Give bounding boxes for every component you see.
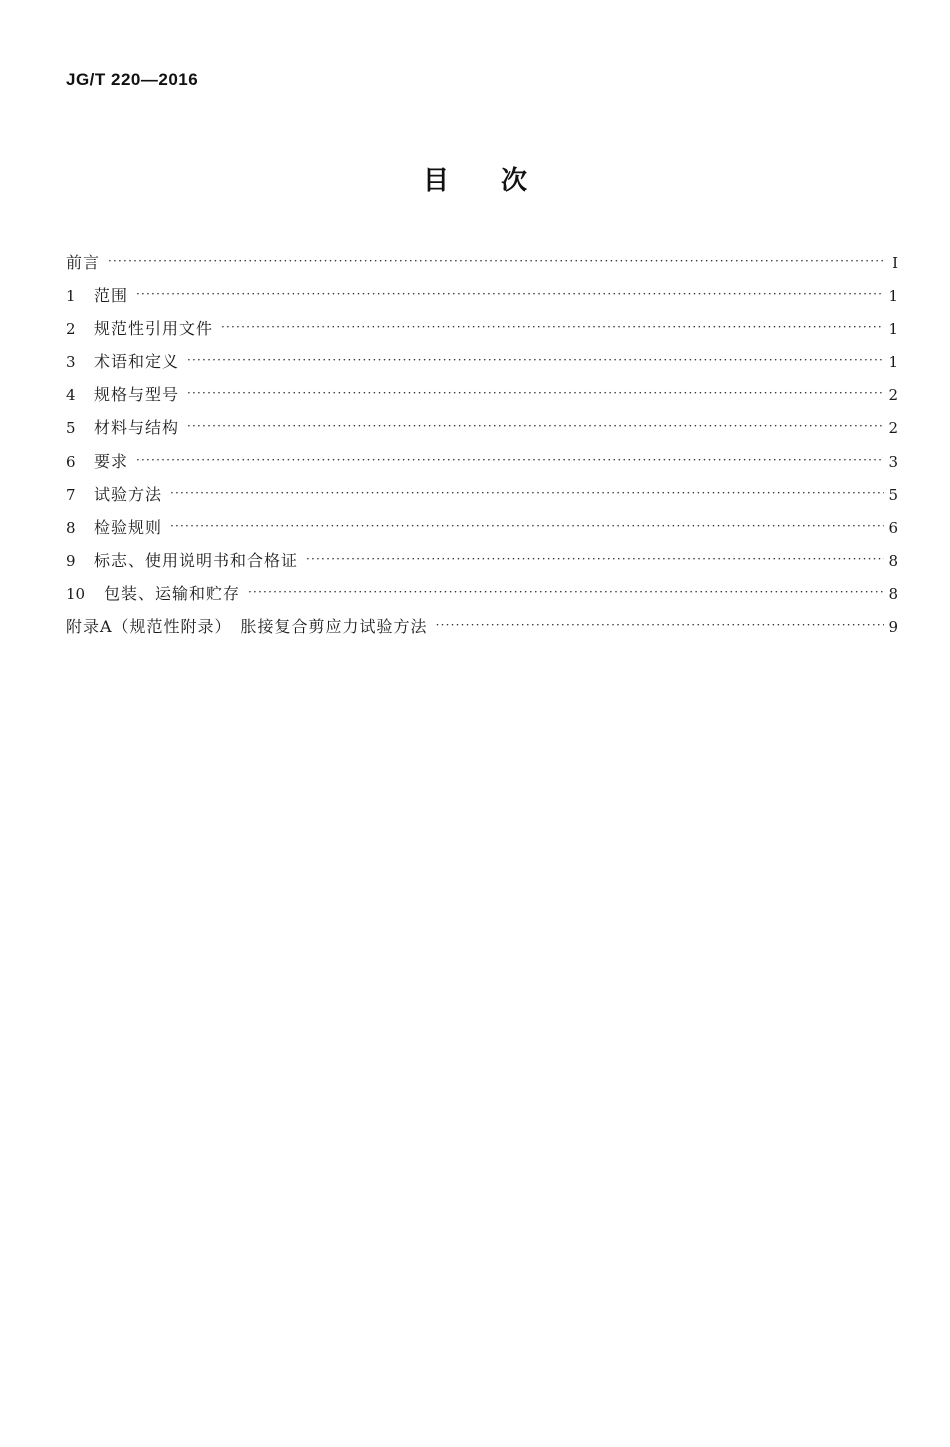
toc-entry-10[interactable] [66,580,898,613]
dot-leader [136,446,884,474]
toc-entry-label: 范围 [94,286,129,306]
toc-entry-label: 标志、使用说明书和合格证 [94,550,299,570]
toc-entry-foreword[interactable] [66,249,898,282]
toc-entry-label: 要求 [94,451,129,471]
dot-leader [187,346,884,374]
toc-entry-6[interactable] [66,448,898,481]
toc-entry-page: 9 [888,618,898,637]
toc-entry-label: 检验规则 [94,517,163,537]
toc-entry-4[interactable] [66,381,898,414]
dot-leader [187,379,884,407]
toc-entry-page: 8 [888,584,898,603]
toc-entry-label: 术语和定义 [94,352,180,372]
toc-entry-number: 1 [66,287,76,306]
toc-entry-9[interactable] [66,547,898,580]
toc-entry-number: 5 [66,419,76,438]
page-title: 目 次 [422,166,527,196]
dot-leader [436,611,884,639]
toc-entry-label: 规范性引用文件 [94,319,214,339]
toc-entry-page: 8 [888,551,898,570]
toc-entry-label: 试验方法 [94,484,163,504]
toc-entry-page: 1 [888,320,898,339]
dot-leader [187,412,884,440]
dot-leader [248,578,884,606]
toc-entry-3[interactable] [66,348,898,381]
toc-entry-label: 规格与型号 [94,385,180,405]
table-of-contents [66,249,898,646]
toc-entry-number: 2 [66,320,76,339]
dot-leader [306,545,884,573]
dot-leader [108,247,884,275]
toc-entry-number: 6 [66,452,76,471]
standard-code: JG/T 220—2016 [66,70,199,89]
toc-entry-label: 附录A（规范性附录） 胀接复合剪应力试验方法 [66,617,428,637]
toc-entry-label: 材料与结构 [94,418,180,438]
toc-entry-page: Ⅰ [892,254,898,272]
toc-entry-number: 7 [66,485,76,504]
dot-leader [170,479,884,507]
toc-entry-7[interactable] [66,481,898,514]
toc-entry-2[interactable] [66,315,898,348]
toc-entry-page: 2 [888,419,898,438]
toc-entry-number: 8 [66,518,76,537]
toc-entry-number: 3 [66,353,76,372]
toc-entry-page: 6 [888,518,898,537]
toc-entry-number: 4 [66,386,76,405]
toc-entry-number: 10 [66,584,86,603]
toc-entry-label: 包装、运输和贮存 [104,583,241,603]
toc-entry-page: 1 [888,353,898,372]
dot-leader [170,512,884,540]
toc-entry-8[interactable] [66,514,898,547]
toc-entry-1[interactable] [66,282,898,315]
dot-leader [221,313,884,341]
dot-leader [136,280,884,308]
toc-entry-page: 5 [888,485,898,504]
toc-entry-appendix-a[interactable] [66,613,898,646]
toc-entry-5[interactable] [66,414,898,447]
toc-entry-label: 前言 [66,253,101,272]
toc-entry-number: 9 [66,551,76,570]
toc-entry-page: 3 [888,452,898,471]
toc-entry-page: 1 [888,287,898,306]
toc-entry-page: 2 [888,386,898,405]
